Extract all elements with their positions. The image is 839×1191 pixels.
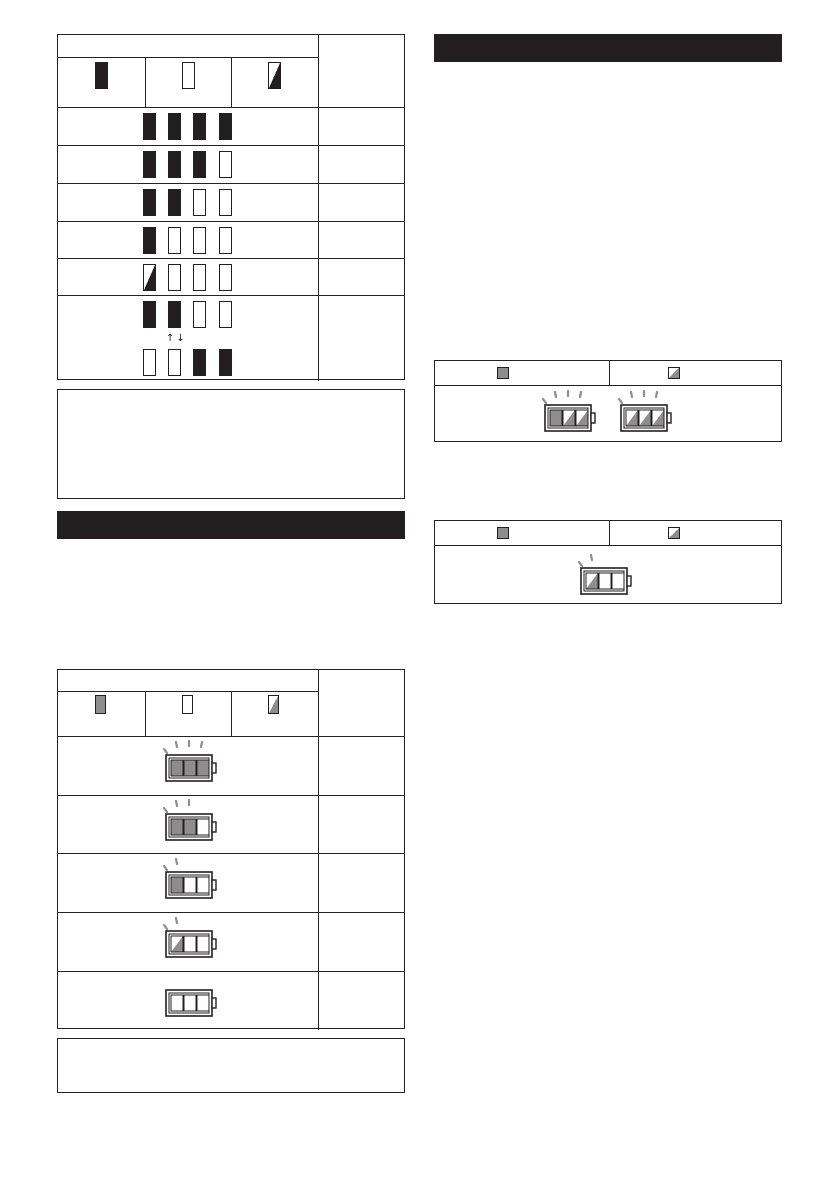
indicator-lamp-icon — [193, 227, 206, 254]
battery-indicator-table — [57, 669, 405, 1029]
indicator-lamp-icon — [219, 151, 232, 178]
alternating-arrows-icon: ↑↓ — [166, 333, 187, 344]
indicator-lamp-icon — [219, 349, 232, 376]
legend-off-lamp-icon — [182, 62, 195, 89]
indicator-lamp-icon — [143, 301, 156, 328]
battery-icon — [617, 390, 675, 434]
indicator-lamp-icon — [143, 349, 156, 376]
legend-blinking-lamp-icon — [268, 62, 281, 89]
battery-icon — [162, 916, 220, 960]
indicator-lamp-icon — [168, 264, 181, 291]
indicator-lamp-icon — [168, 301, 181, 328]
indicator-lamp-icon — [193, 113, 206, 140]
indicator-lamp-icon — [193, 189, 206, 216]
indicator-lamp-icon — [143, 227, 156, 254]
indicator-lamp-icon — [168, 227, 181, 254]
battery-icon — [541, 390, 599, 434]
section-heading-bar — [57, 511, 405, 539]
legend-blinking-square-icon — [668, 367, 680, 379]
legend-lit-lamp-icon — [95, 695, 106, 714]
battery-icon — [162, 740, 220, 784]
indicator-lamp-icon — [168, 189, 181, 216]
battery-icon — [162, 975, 220, 1019]
note-box — [57, 389, 405, 499]
legend-lit-square-icon — [497, 527, 509, 539]
indicator-lamp-icon — [193, 349, 206, 376]
battery-icon — [577, 553, 635, 597]
section-heading-bar-right — [434, 34, 782, 62]
charge-status-panel — [434, 360, 782, 442]
indicator-lamp-icon — [193, 264, 206, 291]
legend-blinking-lamp-icon — [268, 695, 279, 714]
indicator-lamp-icon — [219, 113, 232, 140]
indicator-lamp-icon — [219, 227, 232, 254]
legend-lit-lamp-icon — [95, 62, 108, 89]
indicator-lamp-icon — [143, 113, 156, 140]
battery-icon — [162, 799, 220, 843]
indicator-lamp-icon — [168, 349, 181, 376]
legend-blinking-square-icon — [668, 527, 680, 539]
indicator-lamp-icon — [143, 189, 156, 216]
battery-capacity-table — [57, 34, 405, 380]
indicator-lamp-icon — [168, 151, 181, 178]
indicator-lamp-icon — [219, 301, 232, 328]
indicator-lamp-icon — [219, 264, 232, 291]
legend-off-lamp-icon — [182, 695, 193, 714]
indicator-lamp-icon — [219, 189, 232, 216]
note-box-2 — [57, 1038, 405, 1093]
legend-lit-square-icon — [497, 367, 509, 379]
battery-icon — [162, 857, 220, 901]
indicator-lamp-icon — [193, 301, 206, 328]
indicator-lamp-icon — [143, 151, 156, 178]
indicator-lamp-icon — [143, 264, 156, 291]
indicator-lamp-icon — [193, 151, 206, 178]
low-battery-panel — [434, 520, 782, 604]
indicator-lamp-icon — [168, 113, 181, 140]
